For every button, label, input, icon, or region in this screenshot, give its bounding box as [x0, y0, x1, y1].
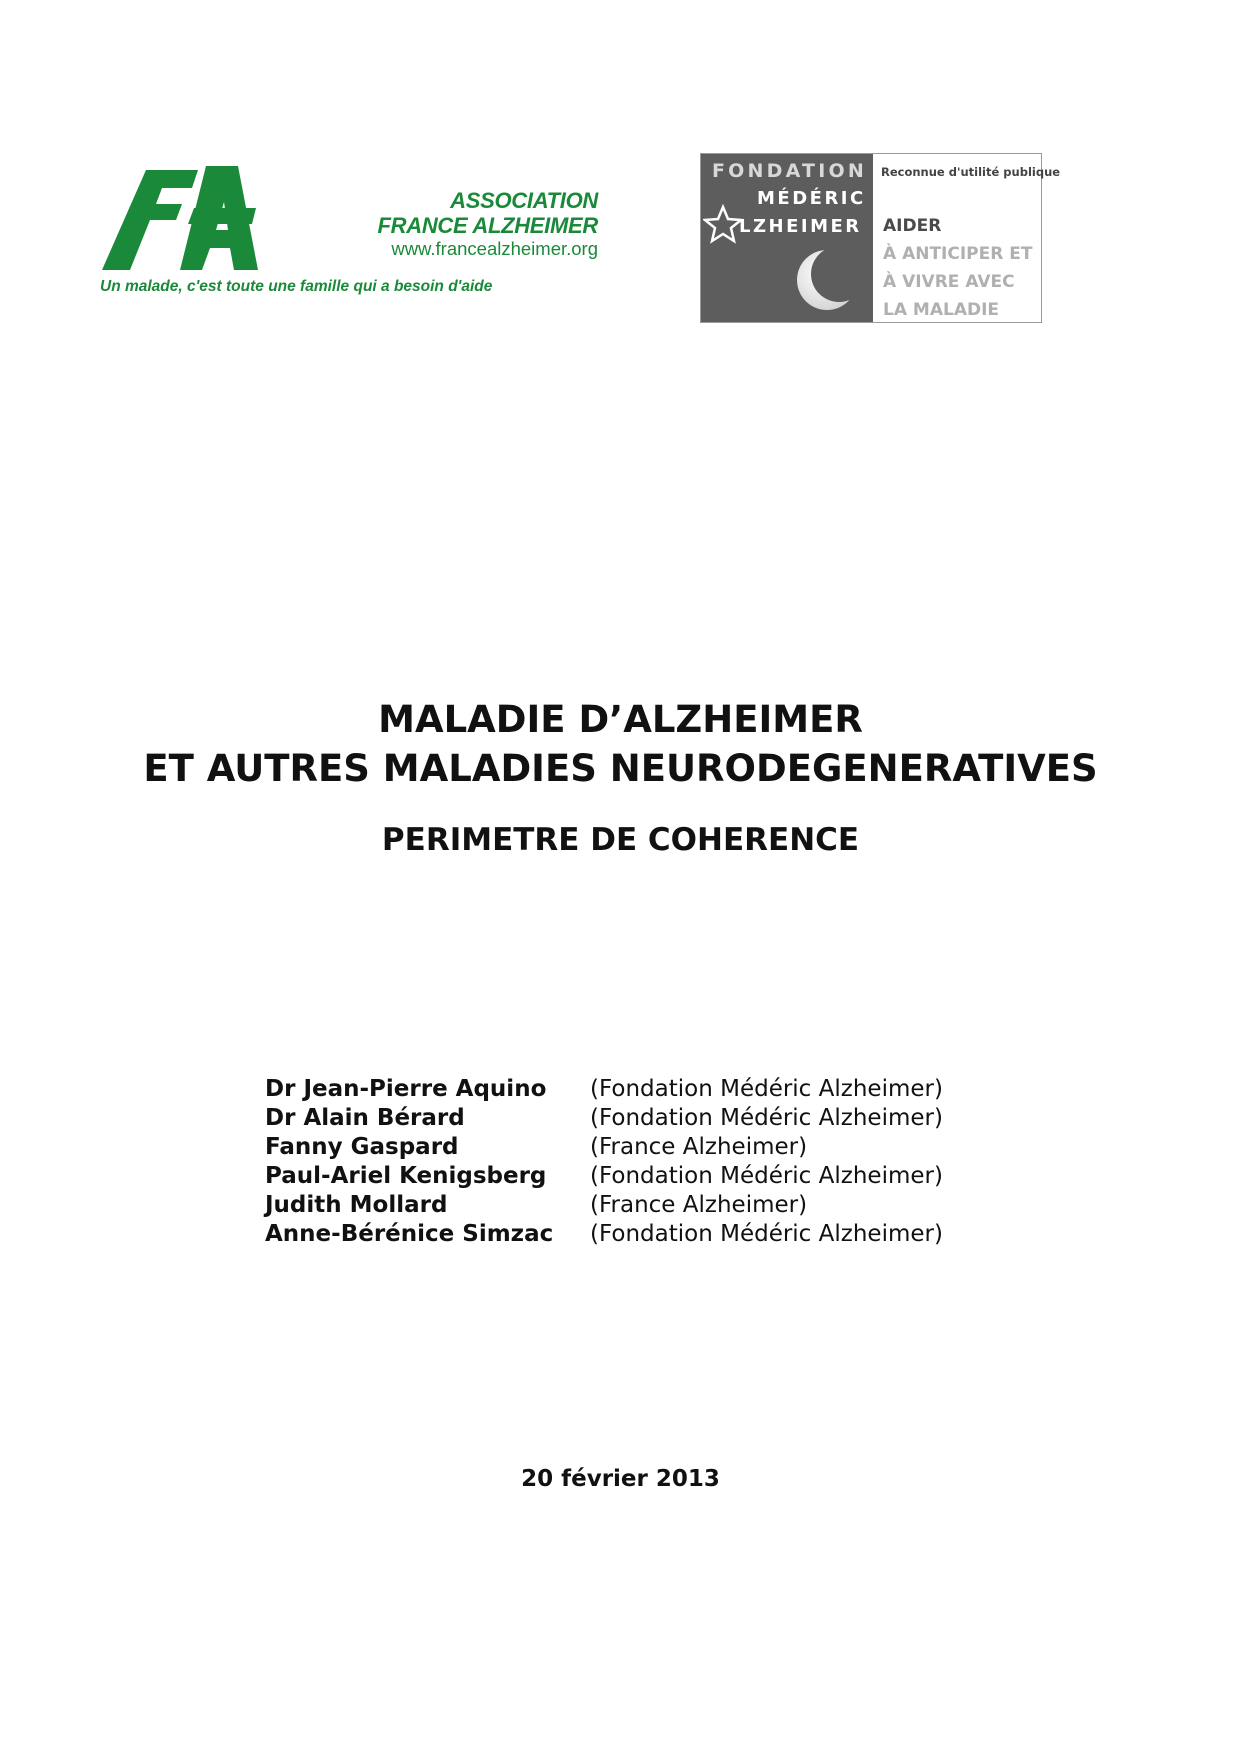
fondation-mederic-logo [700, 153, 1061, 323]
fm-motto-line-2: À ANTICIPER ET [883, 244, 1033, 264]
fa-url-text: www.francealzheimer.org [391, 238, 598, 259]
fm-logo-dark-panel [701, 154, 873, 322]
author-organization: (France Alzheimer) [590, 1134, 808, 1160]
document-subtitle: PERIMETRE DE COHERENCE [381, 822, 860, 858]
fm-motto-line-3: À VIVRE AVEC [883, 272, 1015, 292]
crescent-moon-icon [793, 244, 863, 314]
fa-name-text: FRANCE ALZHEIMER [377, 213, 598, 238]
fa-association-text: ASSOCIATION [450, 188, 598, 213]
author-name: Anne-Bérénice Simzac [265, 1221, 554, 1247]
fm-motto-line-1: AIDER [883, 216, 942, 236]
france-alzheimer-logo [98, 160, 598, 310]
document-title-line-1: MALADIE D’ALZHEIMER [378, 698, 863, 741]
author-name: Paul-Ariel Kenigsberg [265, 1163, 547, 1189]
fm-recognition-text: Reconnue d'utilité publique [881, 165, 1061, 179]
star-icon [703, 204, 743, 244]
fm-alzheimer-text: LZHEIMER [739, 216, 862, 237]
author-organization: (France Alzheimer) [590, 1192, 808, 1218]
document-date: 20 février 2013 [521, 1466, 720, 1492]
fm-mederic-text: MÉDÉRIC [757, 188, 866, 209]
document-title-line-2: ET AUTRES MALADIES NEURODEGENERATIVES [143, 747, 1098, 790]
author-name: Dr Jean-Pierre Aquino [265, 1076, 547, 1102]
author-name: Fanny Gaspard [265, 1134, 459, 1160]
author-name: Dr Alain Bérard [265, 1105, 465, 1131]
author-organization: (Fondation Médéric Alzheimer) [590, 1105, 943, 1131]
author-organization: (Fondation Médéric Alzheimer) [590, 1163, 943, 1189]
fm-logo-light-panel [873, 154, 1061, 322]
author-organization: (Fondation Médéric Alzheimer) [590, 1076, 943, 1102]
author-organization: (Fondation Médéric Alzheimer) [590, 1221, 943, 1247]
fm-motto-line-4: LA MALADIE [883, 300, 1000, 320]
fa-tagline: Un malade, c'est toute une famille qui a besoin d'aide [100, 278, 493, 295]
fa-logo-mark-icon [98, 162, 258, 272]
fm-fondation-text: FONDATION [712, 160, 867, 182]
author-name: Judith Mollard [265, 1192, 448, 1218]
fa-logo-text [278, 188, 598, 260]
